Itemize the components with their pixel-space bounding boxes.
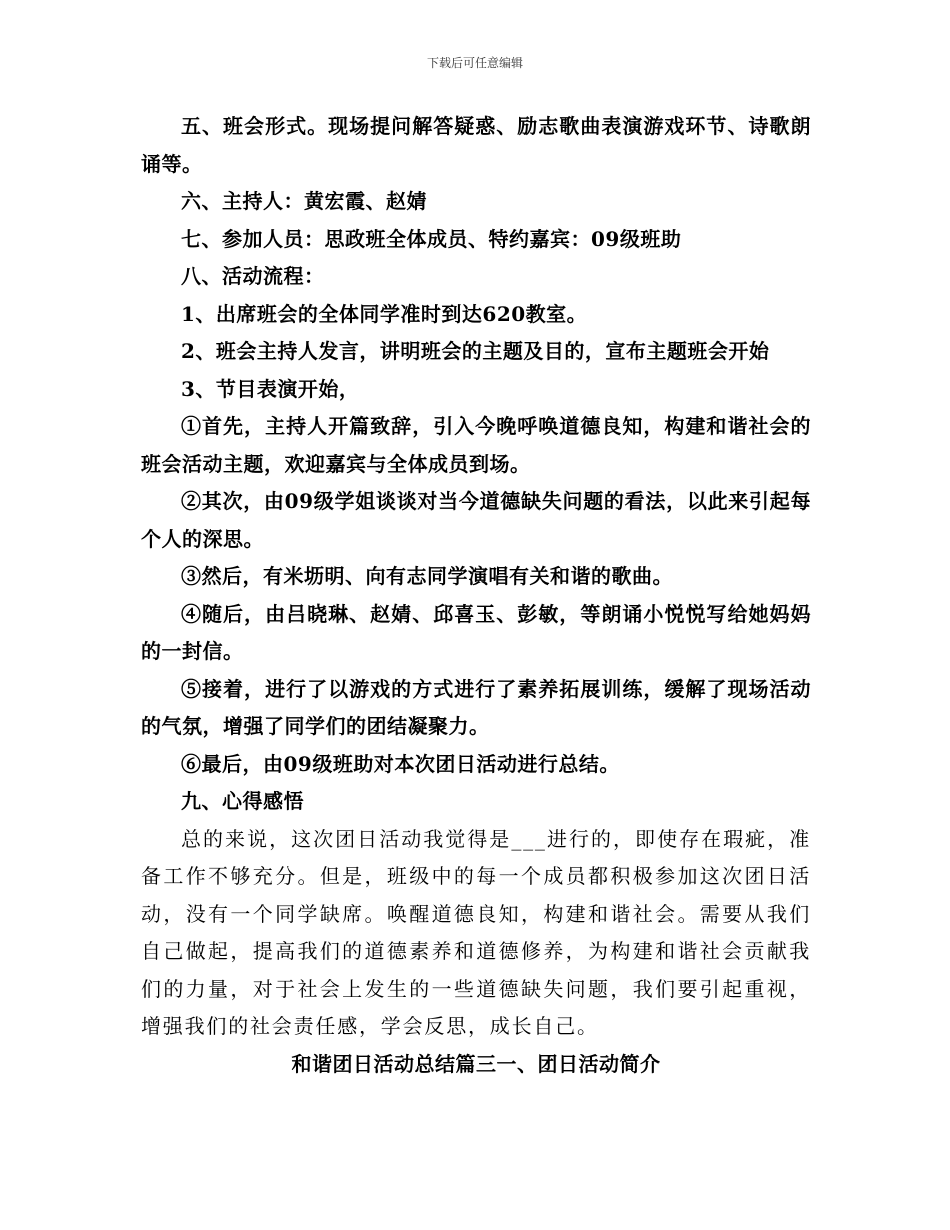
paragraph-item-2: ②其次，由09级学姐谈谈对当今道德缺失问题的看法，以此来引起每个人的深思。: [141, 489, 811, 551]
paragraph-item-4: ④随后，由吕晓琳、赵婧、邱喜玉、彭敏，等朗诵小悦悦写给她妈妈的一封信。: [141, 601, 811, 663]
header-note: 下载后可任意编辑: [426, 56, 523, 70]
document-body: [141, 108, 811, 1083]
paragraph-reflection-heading: 九、心得感悟: [181, 789, 304, 813]
paragraph-item-1: ①首先，主持人开篇致辞，引入今晚呼唤道德良知，构建和谐社会的班会活动主题，欢迎嘉宾与全体成员到场。: [141, 414, 811, 476]
paragraph-reflection-body: 总的来说，这次团日活动我觉得是___进行的，即使存在瑕疵，准备工作不够充分。但是，班级中的每一个成员都积极参加这次团日活动，没有一个同学缺席。唤醒道德良知，构建和谐社会。需要从我们自己做起，提高我们的道德素养和道德修养，为构建和谐社会贡献我们的力量，对于社会上发生的一些道德缺失问题，我们要引起重视，增强我们的社会责任感，学会反思，成长自己。: [141, 826, 811, 1038]
section-title: 和谐团日活动总结篇三一、团日活动简介: [291, 1051, 661, 1076]
paragraph-participants: 七、参加人员：思政班全体成员、特约嘉宾：09级班助: [181, 226, 682, 251]
paragraph-step-1: 1、出席班会的全体同学准时到达620教室。: [181, 301, 588, 326]
paragraph-item-3: ③然后，有米坜明、向有志同学演唱有关和谐的歌曲。: [181, 564, 673, 588]
paragraph-hosts: 六、主持人：黄宏霞、赵婧: [181, 189, 427, 213]
paragraph-step-3: 3、节目表演开始，: [181, 376, 360, 401]
paragraph-class-format: 五、班会形式。现场提问解答疑惑、励志歌曲表演游戏环节、诗歌朗诵等。: [141, 114, 811, 176]
paragraph-step-2: 2、班会主持人发言，讲明班会的主题及目的，宣布主题班会开始: [181, 339, 770, 363]
paragraph-item-6: ⑥最后，由09级班助对本次团日活动进行总结。: [181, 751, 620, 776]
paragraph-process-heading: 八、活动流程：: [181, 264, 325, 288]
paragraph-item-5: ⑤接着，进行了以游戏的方式进行了素养拓展训练，缓解了现场活动的气氛，增强了同学们的团结凝聚力。: [141, 676, 811, 738]
